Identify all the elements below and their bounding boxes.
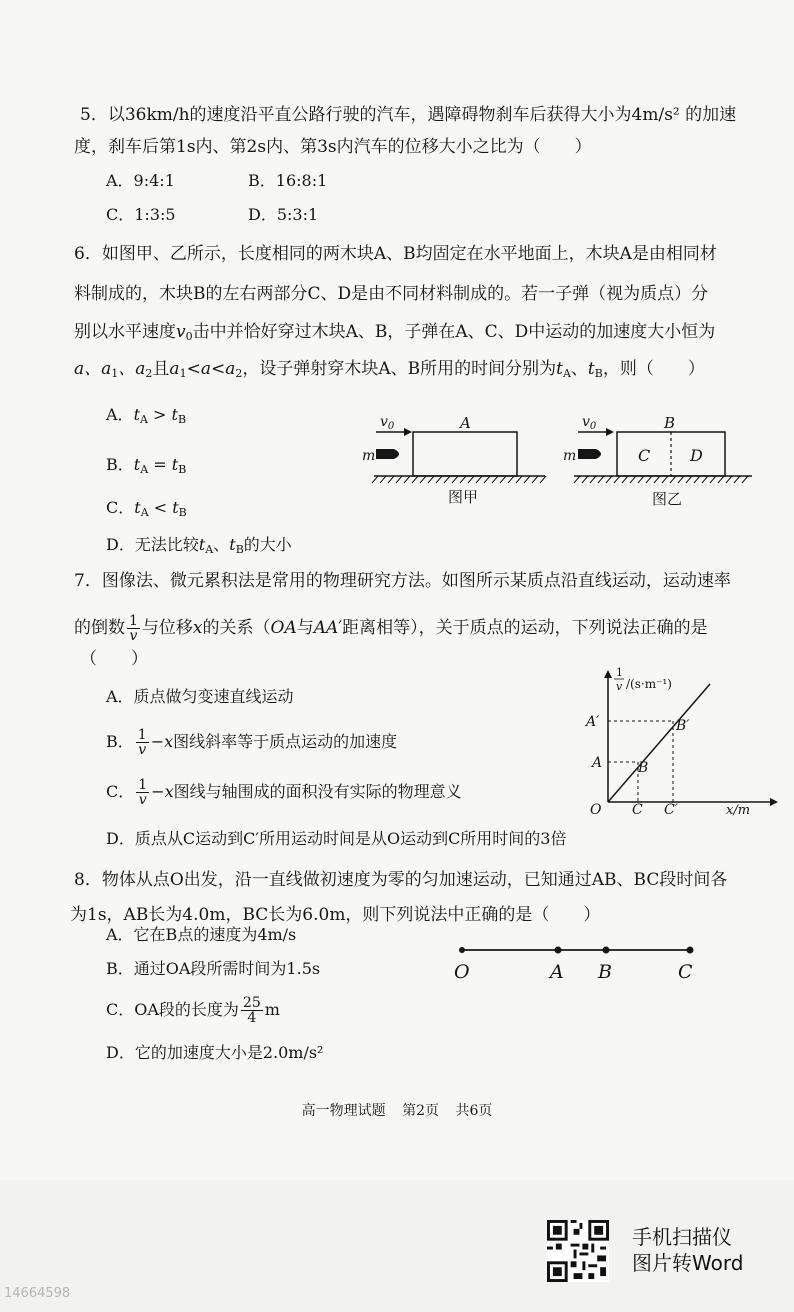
q6-option-d: D．无法比较$t_A$、$t_B$的大小 xyxy=(106,535,292,556)
svg-text:v: v xyxy=(616,680,623,693)
q8-point-a: A xyxy=(550,961,564,983)
footer-page: 第2页 xyxy=(402,1103,439,1119)
q6-v0-label-jia: $v_0$ xyxy=(380,414,395,432)
q8-option-c: C．OA段的长度为 $\frac{25}{4}$ m xyxy=(106,995,280,1026)
q7-b-label: B xyxy=(638,760,649,776)
footer-subject: 高一物理试题 xyxy=(301,1103,386,1119)
q6-label-yi: 图乙 xyxy=(652,490,683,508)
q6-line2: 料制成的，木块B的左右两部分C、D是由不同材料制成的。若一子弹（视为质点）分 xyxy=(74,284,709,304)
footer-total: 共6页 xyxy=(455,1103,493,1119)
q6-block-a xyxy=(413,432,517,476)
q8-point-o: O xyxy=(454,961,470,983)
q5-line1: 5．以36km/h的速度沿平直公路行驶的汽车，遇障碍物刹车后获得大小为4m/s² 的加速 xyxy=(80,105,737,125)
q6-figure xyxy=(360,410,760,510)
q8-option-d: D．它的加速度大小是2.0m/s² xyxy=(106,1043,324,1062)
q7-ylabel: 1 xyxy=(616,666,623,679)
q6-label-c: C xyxy=(638,446,651,465)
q5-option-d: D．5:3:1 xyxy=(248,205,319,224)
q6-m-label-jia: m xyxy=(362,448,376,464)
scanner-watermark-text: 手机扫描仪 图片转Word xyxy=(632,1225,744,1275)
page-footer xyxy=(0,1100,794,1120)
q7-xlabel: x/m xyxy=(726,803,751,818)
q7-line2: 的倒数 $\frac{1}{v}$ 与位移x的关系（OA与AA′距离相等），关于质点的运动，下列说法正确的是 xyxy=(74,613,708,644)
q8-line1: 8．物体从点O出发，沿一直线做初速度为零的匀加速运动，已知通过AB、BC段时间各 xyxy=(74,870,728,890)
q7-option-b: B． $\frac{1}{v}$ −x图线斜率等于质点运动的加速度 xyxy=(106,727,398,758)
q7-option-c: C． $\frac{1}{v}$ −x图线与轴围成的面积没有实际的物理意义 xyxy=(106,777,462,808)
q7-a-prime-label: A′ xyxy=(586,714,600,730)
q6-line4: a、$a_1$、$a_2$且$a_1<a<a_2$，设子弹射穿木块A、B所用的时间分别为$t_A$、$t_B$，则（ ） xyxy=(74,359,705,380)
q7-line3: （ ） xyxy=(80,649,148,669)
document-id: 14664598 xyxy=(4,1286,71,1301)
q7-b-prime-label: B′ xyxy=(676,718,690,734)
q7-option-d: D．质点从C运动到C′所用运动时间是从O运动到C所用时间的3倍 xyxy=(106,829,567,848)
q7-ylabel-text: /(s·m⁻¹) xyxy=(626,677,672,691)
q7-c-prime-label: C′ xyxy=(664,802,678,818)
q8-point-c: C xyxy=(678,961,693,983)
q8-line-diagram xyxy=(446,938,716,988)
q6-label-jia: 图甲 xyxy=(448,488,479,506)
q7-origin: O xyxy=(590,802,602,818)
q6-m-label-yi: m xyxy=(563,448,577,464)
q6-v0-label-yi: $v_0$ xyxy=(582,414,597,432)
q6-line3: 别以水平速度$v_0$击中并恰好穿过木块A、B，子弹在A、C、D中运动的加速度大小恒为 xyxy=(74,322,716,343)
q7-graph-line xyxy=(608,684,710,802)
q8-option-a: A．它在B点的速度为4m/s xyxy=(106,925,297,944)
q6-option-c: C．$t_A < t_B$ xyxy=(106,498,187,519)
q6-option-a: A．$t_A > t_B$ xyxy=(106,405,187,426)
q6-label-d: D xyxy=(690,446,703,465)
q8-line2: 为1s，AB长为4.0m，BC长为6.0m，则下列说法中正确的是（ ） xyxy=(70,905,601,925)
q7-option-a: A．质点做匀变速直线运动 xyxy=(106,687,294,706)
q5-option-a: A．9:4:1 xyxy=(106,171,175,190)
q8-option-b: B．通过OA段所需时间为1.5s xyxy=(106,959,321,978)
q6-label-a: A xyxy=(460,414,471,432)
q8-point-b: B xyxy=(598,961,612,983)
q7-c-label: C xyxy=(632,802,643,818)
q5-line2: 度，刹车后第1s内、第2s内、第3s内汽车的位移大小之比为（ ） xyxy=(74,137,592,157)
q7-a-label: A xyxy=(592,755,603,771)
q6-label-b: B xyxy=(664,414,676,432)
q6-line1: 6．如图甲、乙所示，长度相同的两木块A、B均固定在水平地面上，木块A是由相同材 xyxy=(74,244,717,264)
q5-option-c: C．1:3:5 xyxy=(106,205,176,224)
q5-option-b: B．16:8:1 xyxy=(248,171,328,190)
q6-option-b: B．$t_A = t_B$ xyxy=(106,455,187,476)
q7-line1: 7．图像法、微元累积法是常用的物理研究方法。如图所示某质点沿直线运动，运动速率 xyxy=(74,571,731,591)
q7-graph xyxy=(580,662,780,822)
qr-code-icon xyxy=(545,1220,611,1282)
